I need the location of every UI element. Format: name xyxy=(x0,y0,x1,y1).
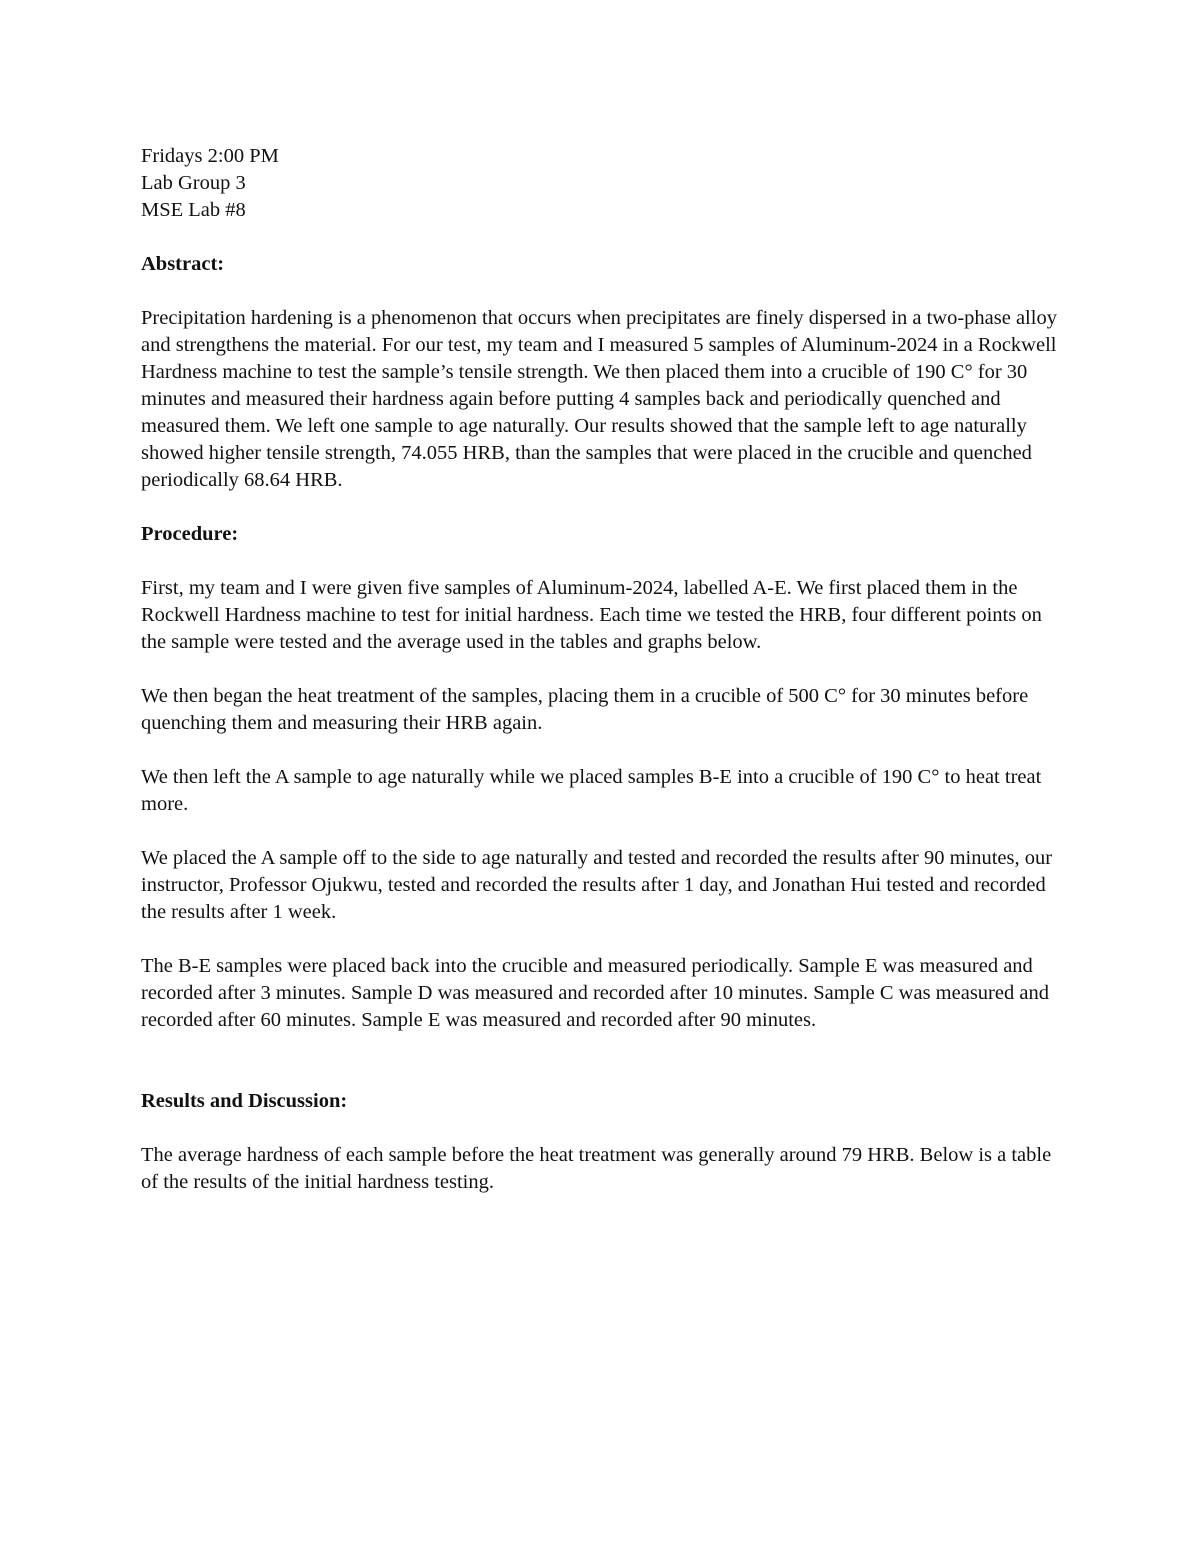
procedure-paragraph: We then left the A sample to age naturally while we placed samples B-E into a crucible of 190 C° to heat treat more. xyxy=(141,766,1042,815)
procedure-paragraph: First, my team and I were given five samples of Aluminum-2024, labelled A-E. We first placed them in the Rockwell Hardness machine to test for initial hardness. Each time we tested the HRB, four different points on the sample were tested and the average used in the tables and graphs below. xyxy=(141,577,1042,653)
header-lab: MSE Lab #8 xyxy=(141,199,246,221)
procedure-paragraph: We placed the A sample off to the side to age naturally and tested and recorded the results after 90 minutes, our instructor, Professor Ojukwu, tested and recorded the results after 1 day, and Jonathan Hui tested and recorded the results after 1 week. xyxy=(141,847,1053,923)
header-group: Lab Group 3 xyxy=(141,172,246,194)
blank-line xyxy=(141,1061,1066,1088)
results-heading: Results and Discussion: xyxy=(141,1090,348,1112)
document-body xyxy=(141,143,1066,1223)
abstract-section xyxy=(141,251,1066,494)
procedure-section xyxy=(141,521,1066,1034)
procedure-paragraph: We then began the heat treatment of the samples, placing them in a crucible of 500 C° for 30 minutes before quenching them and measuring their HRB again. xyxy=(141,685,1029,734)
abstract-heading: Abstract: xyxy=(141,253,225,275)
abstract-text: Precipitation hardening is a phenomenon that occurs when precipitates are finely dispersed in a two-phase alloy and strengthens the material. For our test, my team and I measured 5 samples of Aluminum-2024 in a Rockwell Hardness machine to test the sample’s tensile strength. We then placed them into a crucible of 190 C° for 30 minutes and measured their hardness again before putting 4 samples back and periodically quenched and measured them. We left one sample to age naturally. Our results showed that the sample left to age naturally showed higher tensile strength, 74.055 HRB, than the samples that were placed in the crucible and quenched periodically 68.64 HRB. xyxy=(141,307,1057,491)
procedure-heading: Procedure: xyxy=(141,523,239,545)
results-section xyxy=(141,1088,1066,1196)
results-text: The average hardness of each sample before the heat treatment was generally around 79 HRB. Below is a table of the results of the initial hardness testing. xyxy=(141,1144,1052,1193)
header-block xyxy=(141,143,1066,224)
procedure-paragraph: The B-E samples were placed back into the crucible and measured periodically. Sample E was measured and recorded after 3 minutes. Sample D was measured and recorded after 10 minutes. Sample C was measured and recorded after 60 minutes. Sample E was measured and recorded after 90 minutes. xyxy=(141,955,1049,1031)
header-time: Fridays 2:00 PM xyxy=(141,145,279,167)
